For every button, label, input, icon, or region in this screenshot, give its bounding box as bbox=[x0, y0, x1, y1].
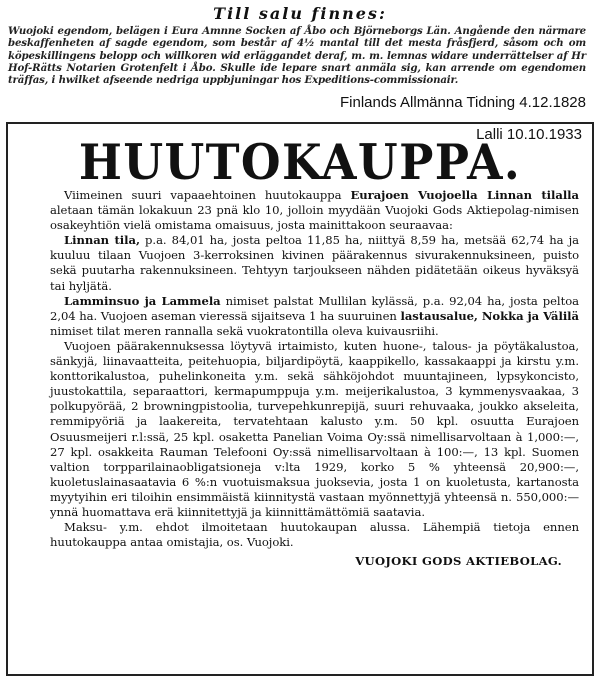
signature: VUOJOKI GODS AKTIEBOLAG. bbox=[355, 554, 562, 569]
paragraph-text: aletaan tämän lokakuun 23 pnä klo 10, jolloin myydään Vuojoki Gods Aktiepolag-nimisen osakeyhtiön vielä omistama omaisuus, josta mainittakoon seuraavaa: bbox=[50, 203, 579, 233]
paragraph-maksu bbox=[50, 520, 579, 550]
paragraph-text: nimiset palstat Mullilan kylässä, p.a. 92,04 ha, josta peltoa 2,04 ha. Vuojoen aseman vieressä sijaitseva 1 ha suuruinen bbox=[50, 293, 579, 323]
paragraph-bold: Lamminsuo ja Lammela bbox=[64, 293, 221, 308]
clipping-1828-caption: Finlands Allmänna Tidning 4.12.1828 bbox=[336, 94, 586, 111]
auction-text bbox=[50, 188, 579, 550]
paragraph-text: Viimeinen suuri vapaaehtoinen huutokauppa bbox=[64, 188, 351, 202]
clipping-1828 bbox=[0, 0, 600, 118]
paragraph-linnan-tila bbox=[50, 233, 579, 293]
paragraph-irtaimisto bbox=[50, 339, 579, 520]
auction-title: HUUTOKAUPPA. bbox=[78, 133, 522, 191]
clipping-1933-caption: Lalli 10.10.1933 bbox=[476, 126, 582, 143]
paragraph-intro bbox=[50, 188, 579, 233]
paragraph-text: Vuojoen päärakennuksessa löytyvä irtaimisto, kuten huone-, talous- ja pöytäkalustoa, sänkyjä, liinavaatteita, peitehuopia, biljardipöytä, kaappikello, kassakaappi ja kirstu y.m. konttorikalustoa, puhelinkoneita y.m. sekä sähköjohdot muuntajineen, lypsykoncisto, juustokattila, separaattori, kermapumppuja y.m. meijerikalustoa, 3 kymmenysvaakaa, 3 polkupyörää, 2 browningpistoolia, turvepehkunrepijä, suuri rehuvaaka, joukko akseleita, remmipyöriä ja laakereita, tervatehtaan kalusto y.m. 50 kpl. osuutta Eurajoen Osuusmeijeri r.l:ssä, 25 kpl. osaketta Panelian Voima Oy:ssä nimellisarvoltaan à 1,000:—, 27 kpl. osakkeita Rauman Telefooni Oy:ssä nimellisarvoltaan à 100:—, 13 kpl. Suomen valtion torpparilainaobligatsioneja v:lta 1929, korko 5 % yhteensä 20,900:—, kuoletuslainasaatavia 6 %:n vuotuismaksua juoksevia, josta 1 on kuoletusta, kartanosta myytyihin eri tiloihin ensimmäistä kiinnitystä vastaan myönnettyjä yhteensä n. 550,000:— ynnä huomattava erä kiinnitettyjä ja kiinnittämättömiä saatavia. bbox=[50, 338, 579, 519]
paragraph-text: p.a. 84,01 ha, josta peltoa 11,85 ha, niittyä 8,59 ha, metsää 62,74 ha ja kuuluu tilaan Vuojoen 3-kerroksinen kivinen päärakennus sivurakennuksineen, puisto sekä puutarha rakennuksineen. Tehtyyn tarjoukseen nähden pidätetään oikeus hyväksyä tai hyljätä. bbox=[50, 233, 579, 293]
paragraph-bold: lastausalue, Nokka ja Välilä bbox=[400, 308, 579, 323]
clipping-1828-body: Wuojoki egendom, belägen i Eura Amnne Socken af Åbo och Björneborgs Län. Angående den närmare beskaffenheten af sagde egendom, som består af 4½ mantal till det mesta fråsfjerd, såsom och om köpeskillingens belopp och willkoren wid erläggandet deraf, m. m. lemnas widare underrättelser af Hr Hof-Rätts Notarien Grotenfelt i Åbo. Skulle ide lepare snart anmäla sig, kan arrende om egendomen träffas, i hwilket afseende nedriga uppbjuningar hos Expeditions-commissionair. bbox=[8, 25, 586, 87]
paragraph-text: Maksu- y.m. ehdot ilmoitetaan huutokaupan alussa. Lähempiä tietoja ennen huutokauppa antaa omistajia, os. Vuojoki. bbox=[50, 520, 579, 550]
paragraph-bold: Linnan tila, bbox=[64, 233, 140, 248]
paragraph-bold: Eurajoen Vuojoella Linnan tilalla bbox=[350, 188, 579, 202]
paragraph-text: nimiset tilat meren rannalla sekä vuokratontilla oleva kuivausriihi. bbox=[50, 323, 439, 338]
clipping-1933 bbox=[6, 122, 594, 676]
paragraph-lamminsuo bbox=[50, 294, 579, 339]
clipping-1828-heading: Till salu finnes: bbox=[213, 4, 387, 23]
